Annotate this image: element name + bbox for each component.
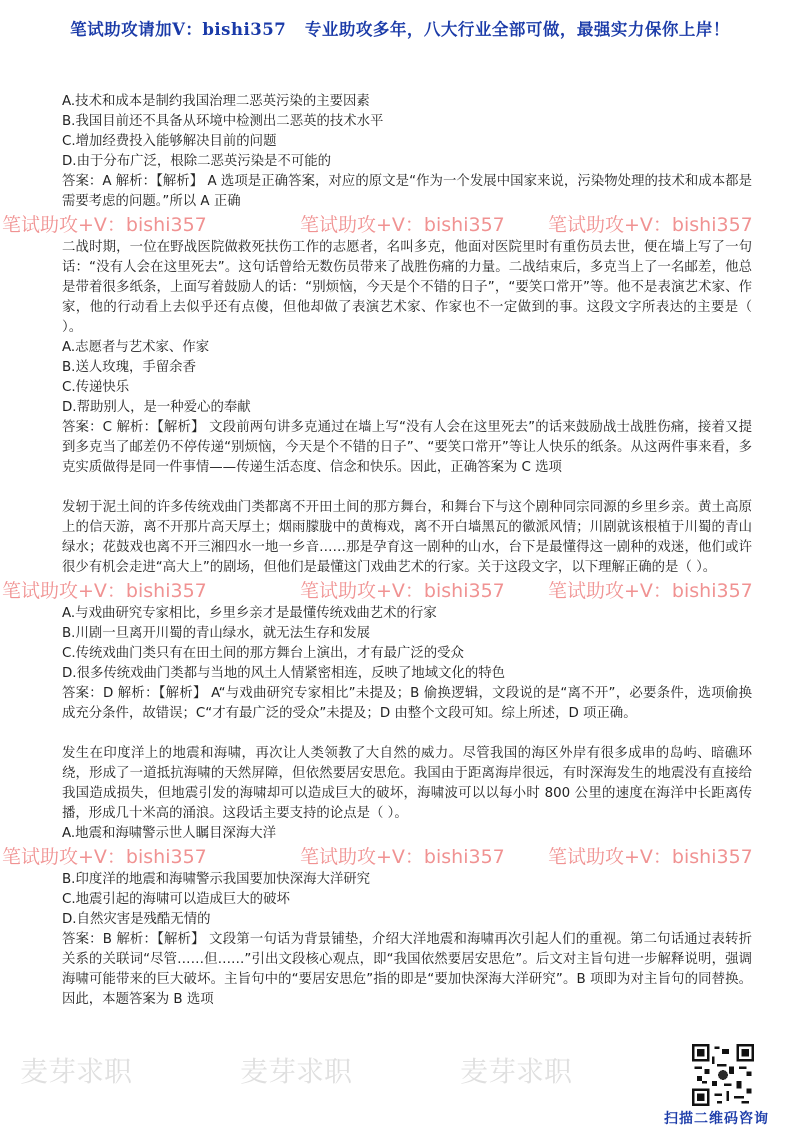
option: D.帮助别人，是一种爱心的奉献 bbox=[62, 400, 251, 415]
background-watermark: 麦芽求职 bbox=[460, 1055, 573, 1088]
question-3 bbox=[62, 498, 752, 578]
option: B.我国目前还不具备从环境中检测出二恶英的技术水平 bbox=[62, 114, 384, 129]
option: D.由于分布广泛，根除二恶英污染是不可能的 bbox=[62, 154, 331, 169]
question-stem: 发轫于泥土间的许多传统戏曲门类都离不开田土间的那方舞台，和舞台下与这个剧种同宗同源的乡里乡亲。黄土高原上的信天游，离不开那片高天厚土；烟雨朦胧中的黄梅戏，离不开白墙黑瓦的徽派风情；川剧就该根植于川蜀的青山绿水；花鼓戏也离不开三湘四水一地一乡音……那是孕育这一剧种的山水，台下是最懂得这一剧种的戏迷，他们或许很少有机会走进“高大上”的剧场，但他们是最懂这门戏曲艺术的行家。关于这段文字，以下理解正确的是（ ）。 bbox=[62, 500, 752, 575]
option: A.志愿者与艺术家、作家 bbox=[62, 340, 210, 355]
option: A.技术和成本是制约我国治理二恶英污染的主要因素 bbox=[62, 94, 370, 109]
watermark-row bbox=[0, 844, 800, 870]
question-stem: 发生在印度洋上的地震和海啸，再次让人类领教了大自然的威力。尽管我国的海区外岸有很多成串的岛屿、暗礁环绕，形成了一道抵抗海啸的天然屏障，但依然要居安思危。我国由于距离海岸很远，有时深海发生的地震没有直接给我国造成损失，但地震引发的海啸却可以造成巨大的破坏，海啸波可以以每小时 800 公里的速度在海洋中长距离传播，形成几十米高的涌浪。这段话主要支持的论点是（ ）。 bbox=[62, 746, 752, 821]
watermark-text: 笔试助攻+V：bishi357 bbox=[2, 214, 207, 236]
option: C.地震引起的海啸可以造成巨大的破坏 bbox=[62, 892, 290, 907]
background-watermark-row bbox=[20, 1052, 640, 1092]
option: A.地震和海啸警示世人瞩目深海大洋 bbox=[62, 826, 277, 841]
answer-explanation: 答案：D 解析：【解析】 A“与戏曲研究专家相比”未提及；B 偷换逻辑，文段说的是“离不开”，必要条件，选项偷换成充分条件，故错误；C“才有最广泛的受众”未提及；D 由整个文段可知。综上所述，D 项正确。 bbox=[62, 686, 752, 721]
question-4-options bbox=[62, 870, 752, 1010]
watermark-text: 笔试助攻+V：bishi357 bbox=[2, 580, 207, 602]
question-4 bbox=[62, 744, 752, 844]
option: C.传统戏曲门类只有在田土间的那方舞台上演出，才有最广泛的受众 bbox=[62, 646, 464, 661]
question-2 bbox=[62, 238, 752, 478]
watermark-row bbox=[0, 578, 800, 604]
question-stem: 二战时期，一位在野战医院做救死扶伤工作的志愿者，名叫多克，他面对医院里时有重伤员去世，便在墙上写了一句话：“没有人会在这里死去”。这句话曾给无数伤员带来了战胜伤痛的力量。二战结束后，多克当上了一名邮差，他总是带着很多纸条，上面写着鼓励人的话：“别烦恼，今天是个不错的日子”，“要笑口常开”等。他不是表演艺术家、作家，他的行动看上去似乎还有点傻，但他却做了表演艺术家、作家也不一定做到的事。这段文字所表达的主要是（ ）。 bbox=[62, 240, 752, 335]
spacer bbox=[62, 478, 752, 498]
option: D.很多传统戏曲门类都与当地的风土人情紧密相连，反映了地域文化的特色 bbox=[62, 666, 506, 681]
background-watermark: 麦芽求职 bbox=[20, 1055, 133, 1088]
document-content bbox=[2, 92, 753, 1010]
watermark-text: 笔试助攻+V：bishi357 bbox=[300, 214, 505, 236]
answer-explanation: 答案：B 解析：【解析】 文段第一句话为背景铺垫，介绍大洋地震和海啸再次引起人们的重视。第二句话通过表转折关系的关联词“尽管……但……”引出文段核心观点，即“我国依然要居安思危”。后文对主旨句进一步解释说明，强调海啸可能带来的巨大破坏。主旨句中的“要居安思危”指的即是“要加快深海大洋研究”。B 项即为对主旨句的同替换。因此，本题答案为 B 选项 bbox=[62, 932, 752, 1007]
watermark-row bbox=[0, 212, 800, 238]
watermark-text: 笔试助攻+V：bishi357 bbox=[548, 580, 753, 602]
watermark-text: 笔试助攻+V：bishi357 bbox=[300, 580, 505, 602]
qr-code bbox=[692, 1044, 754, 1106]
answer-explanation: 答案：C 解析：【解析】 文段前两句讲多克通过在墙上写“没有人会在这里死去”的话来鼓励战士战胜伤痛，接着又提到多克当了邮差仍不停传递“别烦恼，今天是个不错的日子”、“要笑口常开”等让人快乐的纸条。从这两件事来看，多克实质做得是同一件事情——传递生活态度、信念和快乐。因此，正确答案为 C 选项 bbox=[62, 420, 752, 475]
option: C.传递快乐 bbox=[62, 380, 130, 395]
option: B.送人玫瑰，手留余香 bbox=[62, 360, 196, 375]
option: B.川剧一旦离开川蜀的青山绿水，就无法生存和发展 bbox=[62, 626, 371, 641]
watermark-text: 笔试助攻+V：bishi357 bbox=[2, 846, 207, 868]
answer-explanation: 答案：A 解析：【解析】 A 选项是正确答案，对应的原文是“作为一个发展中国家来说，污染物处理的技术和成本都是需要考虑的问题。”所以 A 正确 bbox=[62, 174, 752, 209]
option: B.印度洋的地震和海啸警示我国要加快深海大洋研究 bbox=[62, 872, 371, 887]
watermark-text: 笔试助攻+V：bishi357 bbox=[300, 846, 505, 868]
option: C.增加经费投入能够解决目前的问题 bbox=[62, 134, 277, 149]
header-banner: 笔试助攻请加V：bishi357 专业助攻多年，八大行业全部可做，最强实力保你上岸！ bbox=[70, 20, 730, 39]
option: D.自然灾害是残酷无情的 bbox=[62, 912, 211, 927]
watermark-text: 笔试助攻+V：bishi357 bbox=[548, 846, 753, 868]
watermark-text: 笔试助攻+V：bishi357 bbox=[548, 214, 753, 236]
background-watermark: 麦芽求职 bbox=[240, 1055, 353, 1088]
question-3-options bbox=[62, 604, 752, 724]
question-1 bbox=[62, 92, 752, 212]
qr-caption: 扫描二维码咨询 bbox=[664, 1111, 769, 1127]
spacer bbox=[62, 724, 752, 744]
option: A.与戏曲研究专家相比，乡里乡亲才是最懂传统戏曲艺术的行家 bbox=[62, 606, 437, 621]
